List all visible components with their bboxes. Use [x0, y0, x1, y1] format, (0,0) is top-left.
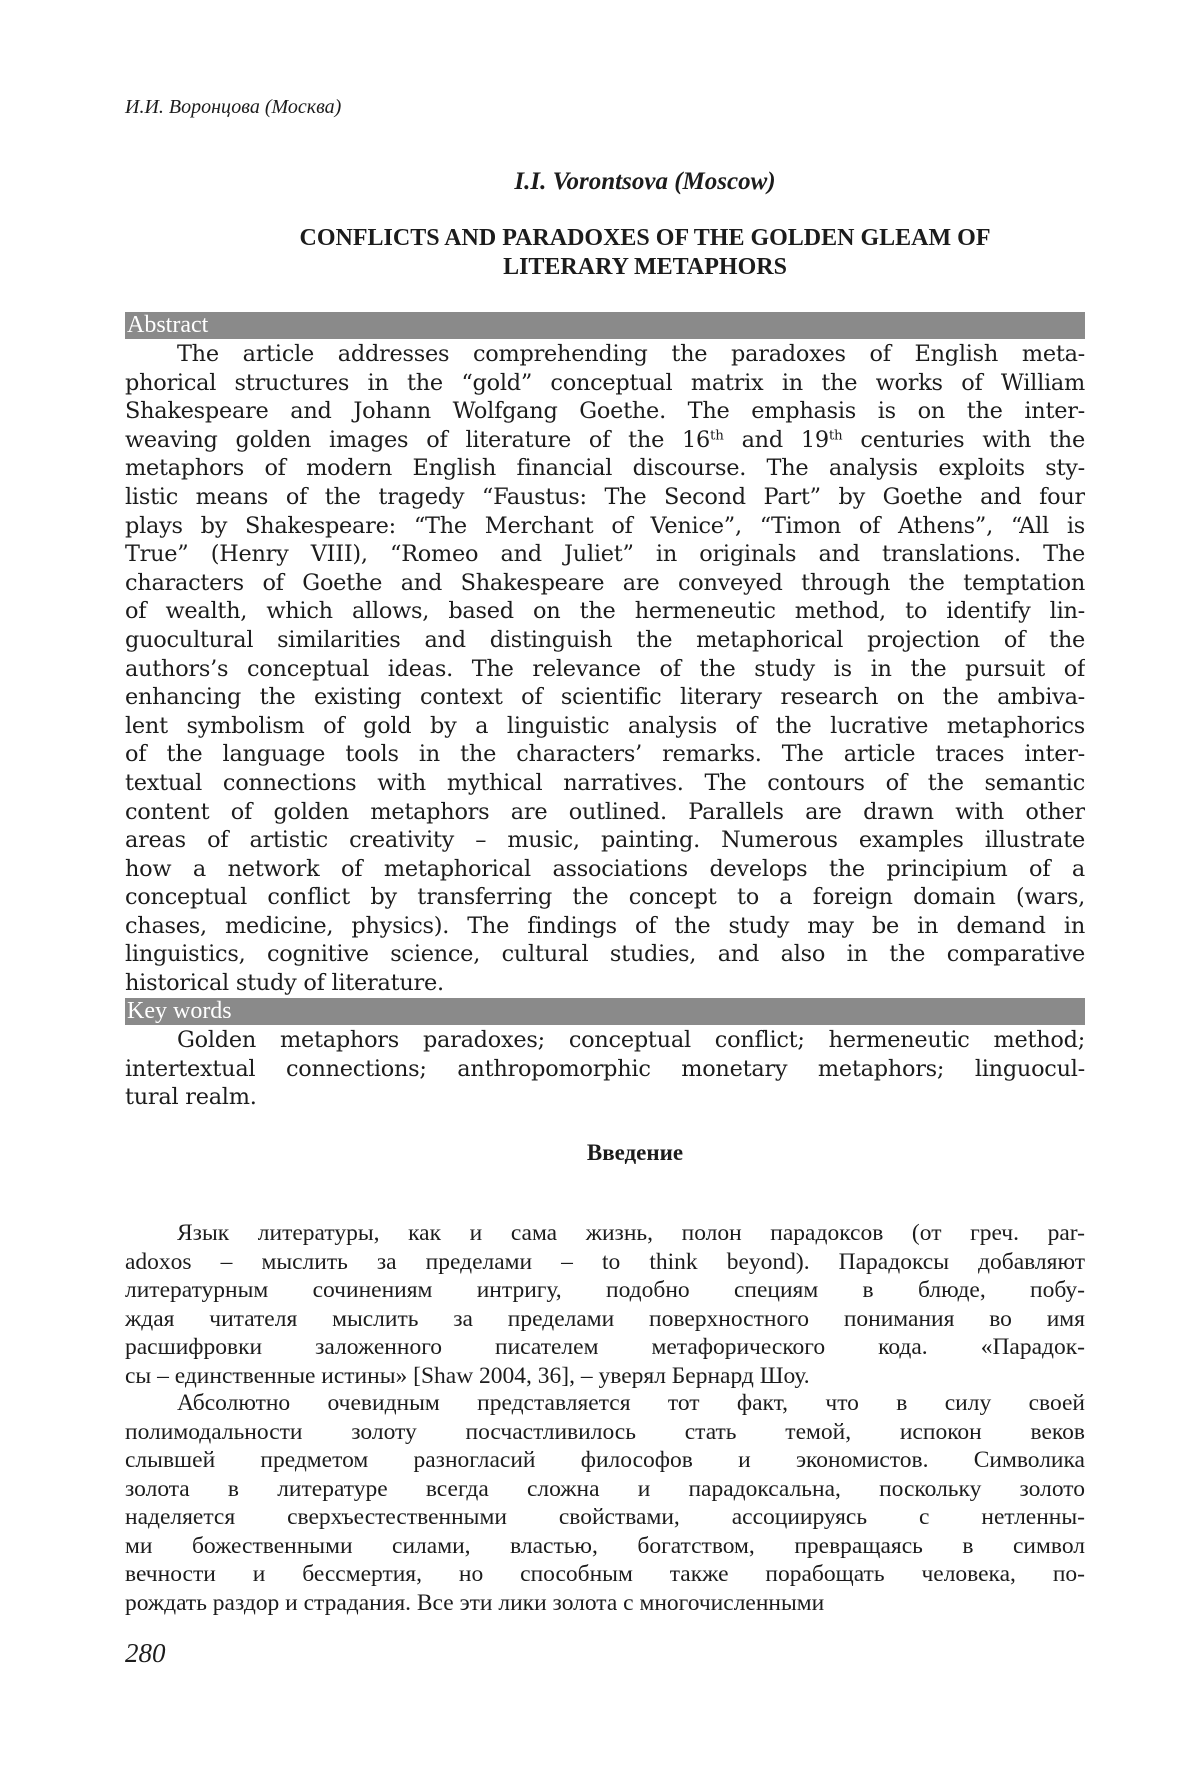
text-line: расшифровки заложенного писателем метафорического кода. «Парадок-	[125, 1333, 1085, 1362]
text-line: textual connections with mythical narratives. The contours of the semantic	[125, 769, 1085, 798]
intro-paragraph-2	[125, 1389, 1085, 1617]
text-line: metaphors of modern English financial discourse. The analysis exploits sty-	[125, 454, 1085, 483]
text-line: phorical structures in the “gold” conceptual matrix in the works of William	[125, 369, 1085, 398]
abstract-label: Abstract	[125, 312, 208, 338]
text-line: areas of artistic creativity – music, painting. Numerous examples illustrate	[125, 826, 1085, 855]
text-line: наделяется сверхъестественными свойствами, ассоциируясь с нетленны-	[125, 1503, 1085, 1532]
keywords-label: Key words	[125, 998, 232, 1024]
text-line: вечности и бессмертия, но способным также порабощать человека, по-	[125, 1560, 1085, 1589]
text-line: linguistics, cognitive science, cultural studies, and also in the comparative	[125, 940, 1085, 969]
text-line: of wealth, which allows, based on the hermeneutic method, to identify lin-	[125, 597, 1085, 626]
text-line: intertextual connections; anthropomorphic monetary metaphors; linguocul-	[125, 1055, 1085, 1084]
text-line: weaving golden images of literature of the 16th and 19th centuries with the	[125, 426, 1085, 455]
text-line: enhancing the existing context of scientific literary research on the ambiva-	[125, 683, 1085, 712]
text-line: сы – единственные истины» [Shaw 2004, 36], – уверял Бернард Шоу.	[125, 1362, 1085, 1391]
text-line: The article addresses comprehending the paradoxes of English meta-	[125, 340, 1085, 369]
text-line: литературным сочинениям интригу, подобно специям в блюде, побу-	[125, 1276, 1085, 1305]
text-line: полимодальности золоту посчастливилось стать темой, испокон веков	[125, 1418, 1085, 1447]
text-line: золота в литературе всегда сложна и парадоксальна, поскольку золото	[125, 1475, 1085, 1504]
text-line: how a network of metaphorical associations develops the principium of a	[125, 855, 1085, 884]
text-line: of the language tools in the characters’ remarks. The article traces inter-	[125, 740, 1085, 769]
text-line: authors’s conceptual ideas. The relevance of the study is in the pursuit of	[125, 655, 1085, 684]
text-line: content of golden metaphors are outlined. Parallels are drawn with other	[125, 798, 1085, 827]
abstract-label-bar	[125, 312, 1085, 339]
text-line: chases, medicine, physics). The findings of the study may be in demand in	[125, 912, 1085, 941]
text-line: conceptual conflict by transferring the concept to a foreign domain (wars,	[125, 883, 1085, 912]
title-line: LITERARY METAPHORS	[205, 253, 1085, 282]
text-line: adoxos – мыслить за пределами – to think beyond). Парадоксы добавляют	[125, 1248, 1085, 1277]
text-line: tural realm.	[125, 1083, 1085, 1112]
text-line: True” (Henry VIII), “Romeo and Juliet” in originals and translations. The	[125, 540, 1085, 569]
text-line: plays by Shakespeare: “The Merchant of Venice”, “Timon of Athens”, “All is	[125, 512, 1085, 541]
text-line: lent symbolism of gold by a linguistic analysis of the lucrative metaphorics	[125, 712, 1085, 741]
text-line: guocultural similarities and distinguish the metaphorical projection of the	[125, 626, 1085, 655]
text-line: ми божественными силами, властью, богатством, превращаясь в символ	[125, 1532, 1085, 1561]
text-line: Абсолютно очевидным представляется тот факт, что в силу своей	[125, 1389, 1085, 1418]
running-head: И.И. Воронцова (Москва)	[125, 96, 341, 119]
text-line: рождать раздор и страдания. Все эти лики золота с многочисленными	[125, 1589, 1085, 1618]
text-line: characters of Goethe and Shakespeare are conveyed through the temptation	[125, 569, 1085, 598]
text-line: historical study of literature.	[125, 969, 1085, 998]
text-line: listic means of the tragedy “Faustus: The Second Part” by Goethe and four	[125, 483, 1085, 512]
page-number: 280	[125, 1638, 166, 1669]
text-line: Golden metaphors paradoxes; conceptual conflict; hermeneutic method;	[125, 1026, 1085, 1055]
abstract-body	[125, 340, 1085, 998]
title-line: CONFLICTS AND PARADOXES OF THE GOLDEN GLEAM OF	[205, 224, 1085, 253]
article-author: I.I. Vorontsova (Moscow)	[125, 168, 1085, 196]
text-line: Язык литературы, как и сама жизнь, полон парадоксов (от греч. par-	[125, 1219, 1085, 1248]
section-heading-introduction: Введение	[125, 1140, 1085, 1166]
keywords-body	[125, 1026, 1085, 1112]
text-line: ждая читателя мыслить за пределами поверхностного понимания во имя	[125, 1305, 1085, 1334]
keywords-label-bar	[125, 998, 1085, 1025]
article-title	[125, 224, 1085, 282]
text-line: слывшей предметом разногласий философов и экономистов. Символика	[125, 1446, 1085, 1475]
intro-paragraph-1	[125, 1219, 1085, 1390]
text-line: Shakespeare and Johann Wolfgang Goethe. The emphasis is on the inter-	[125, 397, 1085, 426]
